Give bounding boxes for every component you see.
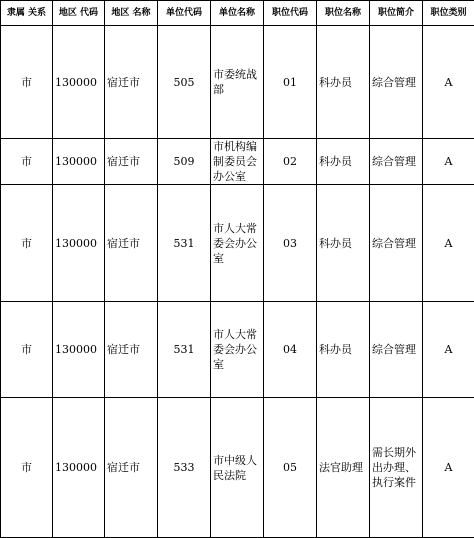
table-row	[1, 185, 474, 302]
header-region-code: 地区 代码	[53, 1, 105, 26]
cell-region-name: 宿迁市	[105, 302, 158, 398]
cell-unit-name: 市中级人民法院	[211, 398, 264, 538]
cell-region-code: 130000	[53, 302, 105, 398]
cell-region-name: 宿迁市	[105, 139, 158, 185]
cell-position-code: 03	[264, 185, 317, 302]
cell-position-intro: 综合管理	[370, 302, 423, 398]
cell-affiliation: 市	[1, 398, 53, 538]
header-position-type: 职位类别	[423, 1, 474, 26]
cell-region-code: 130000	[53, 398, 105, 538]
cell-position-type: A	[423, 185, 474, 302]
cell-affiliation: 市	[1, 139, 53, 185]
header-region-name: 地区 名称	[105, 1, 158, 26]
header-position-intro: 职位简介	[370, 1, 423, 26]
header-unit-name: 单位名称	[211, 1, 264, 26]
cell-position-name: 科办员	[317, 139, 370, 185]
cell-region-code: 130000	[53, 185, 105, 302]
cell-unit-name: 市机构编制委员会办公室	[211, 139, 264, 185]
cell-position-intro: 需长期外出办理、执行案件	[370, 398, 423, 538]
cell-position-code: 02	[264, 139, 317, 185]
cell-region-code: 130000	[53, 26, 105, 139]
cell-affiliation: 市	[1, 26, 53, 139]
cell-position-code: 04	[264, 302, 317, 398]
cell-unit-name: 市人大常委会办公室	[211, 185, 264, 302]
cell-unit-name: 市人大常委会办公室	[211, 302, 264, 398]
header-position-name: 职位名称	[317, 1, 370, 26]
cell-unit-code: 531	[158, 302, 211, 398]
cell-position-intro: 综合管理	[370, 185, 423, 302]
cell-position-type: A	[423, 26, 474, 139]
cell-position-intro: 综合管理	[370, 139, 423, 185]
table-row	[1, 302, 474, 398]
cell-region-name: 宿迁市	[105, 26, 158, 139]
cell-position-type: A	[423, 302, 474, 398]
cell-position-name: 科办员	[317, 302, 370, 398]
table-row	[1, 398, 474, 538]
cell-unit-name: 市委统战部	[211, 26, 264, 139]
header-position-code: 职位代码	[264, 1, 317, 26]
header-unit-code: 单位代码	[158, 1, 211, 26]
cell-affiliation: 市	[1, 302, 53, 398]
cell-position-type: A	[423, 139, 474, 185]
cell-position-name: 科办员	[317, 185, 370, 302]
cell-region-name: 宿迁市	[105, 185, 158, 302]
cell-position-name: 科办员	[317, 26, 370, 139]
cell-position-code: 05	[264, 398, 317, 538]
cell-position-intro: 综合管理	[370, 26, 423, 139]
cell-affiliation: 市	[1, 185, 53, 302]
header-row	[1, 1, 474, 26]
cell-position-type: A	[423, 398, 474, 538]
cell-region-name: 宿迁市	[105, 398, 158, 538]
cell-unit-code: 533	[158, 398, 211, 538]
cell-unit-code: 509	[158, 139, 211, 185]
cell-unit-code: 505	[158, 26, 211, 139]
cell-unit-code: 531	[158, 185, 211, 302]
table-row	[1, 139, 474, 185]
cell-position-name: 法官助理	[317, 398, 370, 538]
cell-region-code: 130000	[53, 139, 105, 185]
table-row	[1, 26, 474, 139]
header-affiliation: 隶属 关系	[1, 1, 53, 26]
cell-position-code: 01	[264, 26, 317, 139]
